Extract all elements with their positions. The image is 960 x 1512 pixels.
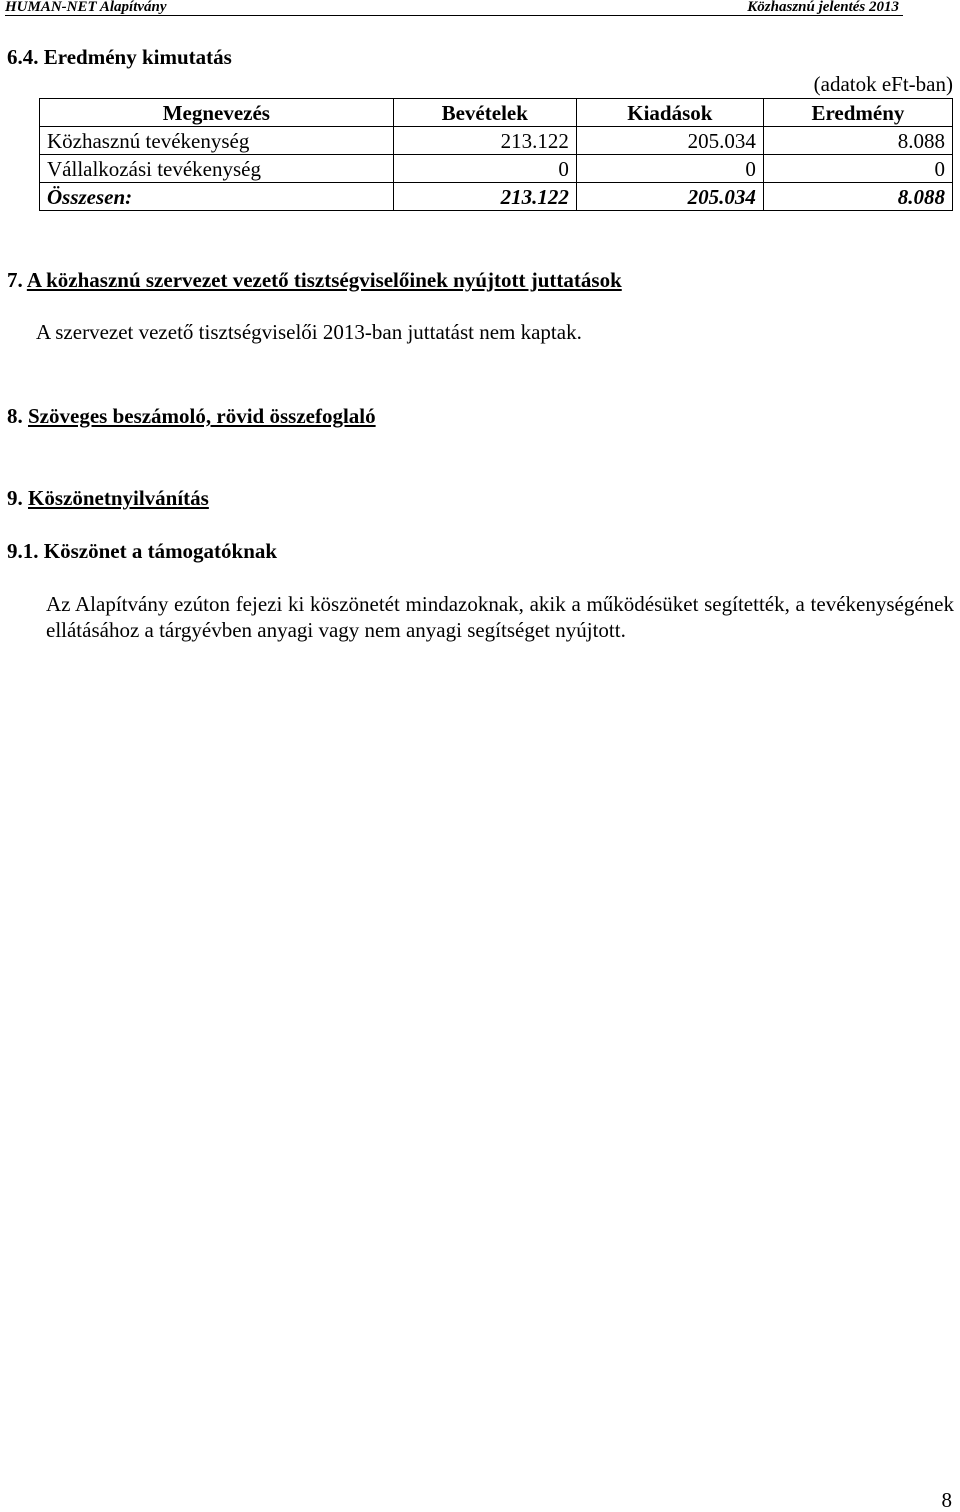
result-table bbox=[39, 98, 953, 211]
page-header bbox=[5, 0, 903, 16]
header-organization: HUMAN-NET Alapítvány bbox=[5, 0, 167, 15]
section-9-1-heading: 9.1. Köszönet a támogatóknak bbox=[7, 539, 278, 563]
section-9-heading bbox=[7, 484, 209, 512]
table-cell: 0 bbox=[576, 155, 763, 183]
table-cell: 8.088 bbox=[763, 127, 952, 155]
section-6-4-title: 6.4. Eredmény kimutatás bbox=[7, 45, 232, 69]
table-cell: Vállalkozási tevékenység bbox=[40, 155, 394, 183]
table-row bbox=[40, 127, 953, 155]
table-cell: 205.034 bbox=[576, 127, 763, 155]
page-number: 8 bbox=[941, 1488, 952, 1512]
table-cell: 8.088 bbox=[763, 183, 952, 211]
table-cell: 213.122 bbox=[393, 183, 576, 211]
table-header-row bbox=[40, 99, 953, 127]
column-header: Kiadások bbox=[576, 99, 763, 127]
table-cell: Közhasznú tevékenység bbox=[40, 127, 394, 155]
table-cell: 205.034 bbox=[576, 183, 763, 211]
table-cell: Összesen: bbox=[40, 183, 394, 211]
table-cell: 0 bbox=[763, 155, 952, 183]
section-number: 8. bbox=[7, 404, 23, 428]
unit-note: (adatok eFt-ban) bbox=[813, 72, 953, 96]
section-title: A közhasznú szervezet vezető tisztségviselőinek nyújtott juttatások bbox=[26, 268, 622, 292]
section-number: 9. bbox=[7, 486, 23, 510]
table-cell: 213.122 bbox=[393, 127, 576, 155]
section-title: Köszönetnyilvánítás bbox=[28, 486, 209, 510]
column-header: Bevételek bbox=[393, 99, 576, 127]
header-report-title: Közhasznú jelentés 2013 bbox=[747, 0, 899, 15]
column-header: Eredmény bbox=[763, 99, 952, 127]
table-cell: 0 bbox=[393, 155, 576, 183]
section-9-1-body: Az Alapítvány ezúton fejezi ki köszönetét mindazoknak, akik a működésüket segítették, a tevékenységének ellátásához a tárgyévben anyagi vagy nem anyagi segítséget nyújtott. bbox=[46, 592, 954, 642]
section-8-heading bbox=[7, 402, 376, 430]
column-header: Megnevezés bbox=[40, 99, 394, 127]
section-number: 7. bbox=[7, 268, 23, 292]
table-total-row bbox=[40, 183, 953, 211]
table-row bbox=[40, 155, 953, 183]
section-7-body: A szervezet vezető tisztségviselői 2013-ban juttatást nem kaptak. bbox=[36, 320, 582, 344]
section-title: Szöveges beszámoló, rövid összefoglaló bbox=[28, 404, 376, 428]
section-7-heading bbox=[7, 266, 622, 294]
